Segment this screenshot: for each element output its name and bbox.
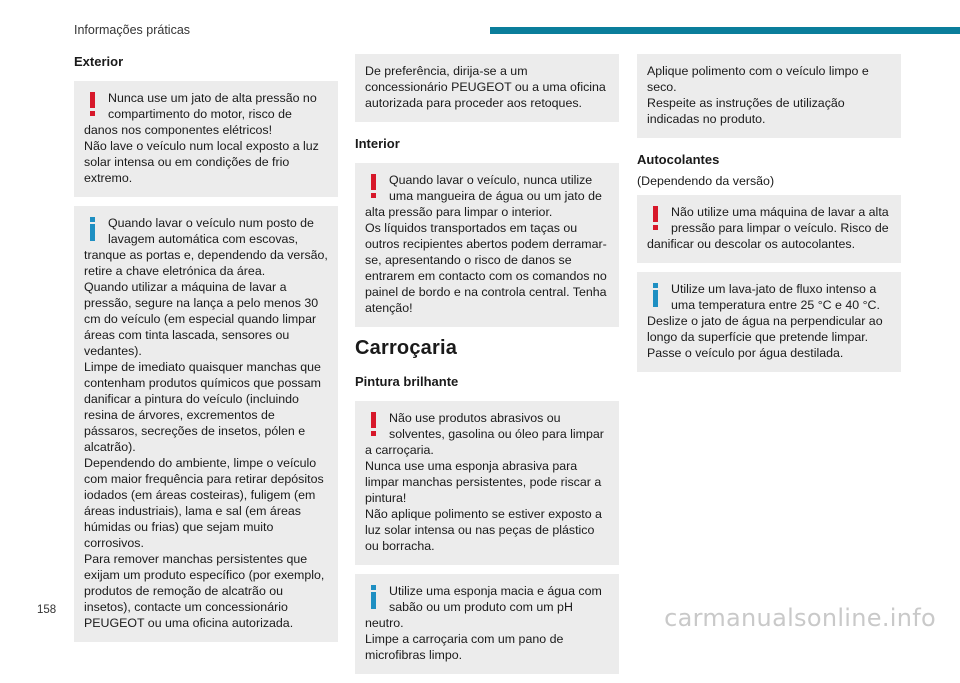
info-icon — [84, 215, 102, 245]
info-text-stickers: Utilize um lava-jato de fluxo intenso a uma temperatura entre 25 °C e 40 °C. Deslize o jato de água na perpendicular ao longo da superfície que pretende limpar. Passe o veículo por água destilada. — [647, 282, 883, 360]
info-icon — [365, 583, 383, 613]
info-note-paint — [355, 574, 619, 674]
warning-text-interior: Quando lavar o veículo, nunca utilize uma mangueira de água ou um jato de alta pressão para limpar o interior. Os líquidos transportados em taças ou outros recipientes abertos podem derramar-se, apresentando o risco de danos se entrarem em contacto com os comandos no painel de bordo e na controla central. Tenha atenção! — [365, 173, 607, 315]
info-note-stickers — [637, 272, 901, 372]
warning-icon — [647, 204, 665, 234]
info-icon — [647, 281, 665, 311]
retouch-text: De preferência, dirija-se a um concessionário PEUGEOT ou a uma oficina autorizada para proceder aos retoques. — [365, 64, 606, 110]
warning-text-paint: Não use produtos abrasivos ou solventes, gasolina ou óleo para limpar a carroçaria. Nunca use uma esponja abrasiva para limpar manchas persistentes, pode riscar a pintura! Não aplique polimento se estiver exposto a luz solar intensa ou nas peças de plástico ou borracha. — [365, 411, 604, 553]
column-3 — [637, 54, 901, 381]
stickers-version-note: (Dependendo da versão) — [637, 174, 775, 188]
info-text-exterior: Quando lavar o veículo num posto de lavagem automática com escovas, tranque as portas e, dependendo da versão, retire a chave eletrónica da área. Quando utilizar a máquina de lavar a pressão, segure na lança a pelo menos 30 cm do veículo (em especial quando limpar áreas com tinta lascada, sensores ou vedantes). Limpe de imediato quaisquer manchas que contenham produtos químicos que possam danificar a pintura do veículo (incluindo resina de árvores, excrementos de pássaros, secreções de insetos, pólen e alcatrão). Dependendo do ambiente, limpe o veículo com maior frequência para retirar depósitos iodados (em áreas costeiras), fuligem (em áreas industriais), lama e sal (em áreas húmidas ou frias) que sejam muito corrosivos. Para remover manchas persistentes que exijam um produto específico (por exemplo, produtos de remoção de alcatrão ou insetos), contacte um concessionário PEUGEOT ou uma oficina autorizada. — [84, 216, 328, 630]
watermark: carmanualsonline.info — [664, 604, 936, 632]
warning-note-interior — [355, 163, 619, 327]
header-accent-bar — [490, 27, 960, 34]
warning-icon — [365, 410, 383, 440]
continued-note-retouch — [355, 54, 619, 122]
heading-autocolantes: Autocolantes — [637, 152, 720, 167]
info-note-exterior — [74, 206, 338, 642]
section-heading-carrocaria: Carroçaria — [355, 337, 458, 359]
column-1 — [74, 54, 338, 651]
column-2 — [355, 54, 619, 683]
warning-text-exterior: Nunca use um jato de alta pressão no compartimento do motor, risco de danos nos componentes elétricos! Não lave o veículo num local exposto a luz solar intensa ou em condições de frio extremo. — [84, 91, 319, 185]
warning-icon — [365, 172, 383, 202]
warning-icon — [84, 90, 102, 120]
warning-note-exterior — [74, 81, 338, 197]
polish-text: Aplique polimento com o veículo limpo e seco. Respeite as instruções de utilização indicadas no produto. — [647, 64, 869, 126]
header-section-title: Informações práticas — [74, 23, 191, 37]
heading-exterior: Exterior — [74, 54, 124, 69]
heading-interior: Interior — [355, 136, 400, 151]
page-number: 158 — [37, 604, 57, 616]
info-text-paint: Utilize uma esponja macia e água com sabão ou um produto com um pH neutro. Limpe a carroçaria com um pano de microfibras limpo. — [365, 584, 602, 662]
warning-note-stickers — [637, 195, 901, 263]
warning-text-stickers: Não utilize uma máquina de lavar a alta pressão para limpar o veículo. Risco de danificar ou descolar os autocolantes. — [647, 205, 889, 251]
heading-pintura-brilhante: Pintura brilhante — [355, 374, 459, 389]
warning-note-paint — [355, 401, 619, 565]
continued-note-polish — [637, 54, 901, 138]
